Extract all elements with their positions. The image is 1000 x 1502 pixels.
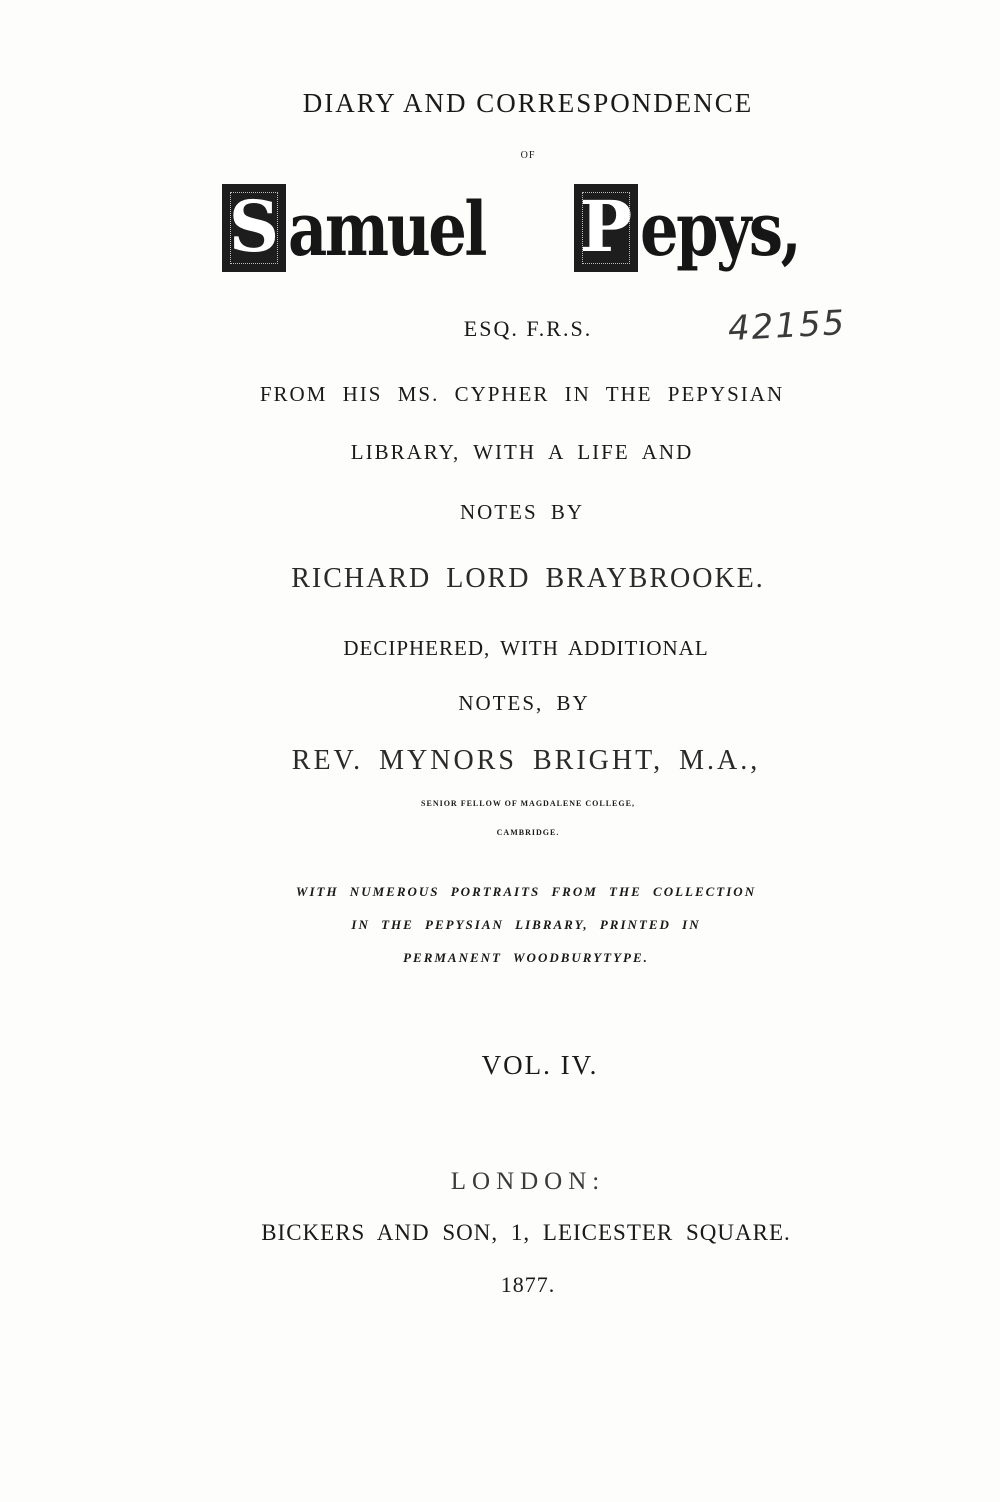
author-first-name-rest: amuel [288, 187, 486, 273]
deciphered-line: DECIPHERED, WITH ADDITIONAL [343, 636, 709, 660]
decorated-initial-s: S [222, 184, 286, 272]
imprint-publisher: BICKERS AND SON, 1, LEICESTER SQUARE. [261, 1220, 791, 1245]
editor-bright-place: CAMBRIDGE. [496, 828, 560, 837]
author-name-blackletter [222, 176, 852, 286]
author-last-name-rest: epys, [640, 187, 800, 273]
source-line-2: LIBRARY, WITH A LIFE AND [350, 440, 694, 464]
volume-number: VOL. IV. [481, 1050, 599, 1080]
notes-by-line: NOTES, BY [458, 691, 590, 715]
editor-braybrooke: RICHARD LORD BRAYBROOKE. [291, 563, 765, 594]
imprint-city: LONDON: [450, 1168, 606, 1195]
handwritten-shelf-number: 42155 [727, 302, 848, 350]
source-line-3: NOTES BY [459, 500, 585, 524]
title-of-connector: OF [520, 150, 536, 161]
imprint-year: 1877. [500, 1272, 556, 1297]
portraits-line-2: IN THE PEPYSIAN LIBRARY, PRINTED IN [351, 917, 701, 932]
book-title-heading: DIARY AND CORRESPONDENCE [302, 88, 754, 118]
source-line-1: FROM HIS MS. CYPHER IN THE PEPYSIAN [259, 382, 785, 406]
portraits-line-3: PERMANENT WOODBURYTYPE. [403, 950, 649, 965]
editor-bright-title: SENIOR FELLOW OF MAGDALENE COLLEGE, [421, 799, 635, 808]
author-honorific: ESQ. F.R.S. [463, 316, 593, 341]
editor-bright: REV. MYNORS BRIGHT, M.A., [291, 745, 761, 776]
decorated-initial-p: P [574, 184, 638, 272]
portraits-line-1: WITH NUMEROUS PORTRAITS FROM THE COLLECTION [295, 884, 757, 899]
